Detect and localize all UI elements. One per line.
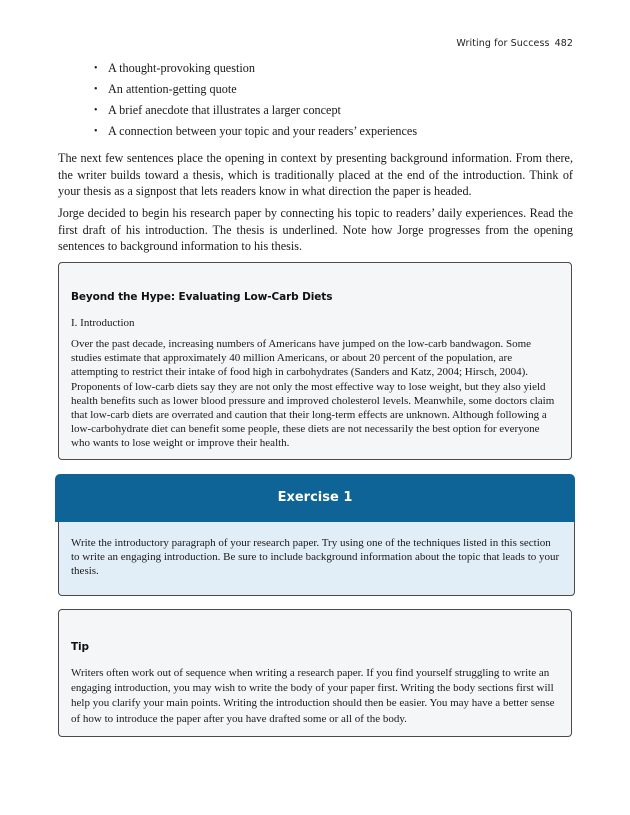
example-section-heading: I. Introduction (71, 317, 135, 329)
exercise-box (55, 474, 575, 596)
example-body: Over the past decade, increasing numbers of Americans have jumped on the low-carb bandwagon. Some studies estimate that approximately 40 million Americans, or about 20 percent of the population, are attempting to restrict their intake of food high in carbohydrates (Sanders and Katz, 2004; Hirsch, 2004). Proponents of low-carb diets say they are not only the most effective way to lose weight, but they also yield health benefits such as lower blood pressure and improved cholesterol levels. Meanwhile, some doctors claim that low-carb diets are overrated and caution that their long-term effects are unknown. Although following a low-carbohydrate diet can benefit some people, these diets are not necessarily the best option for everyone who wants to lose weight or improve their health. (71, 338, 555, 450)
tip-box (58, 609, 572, 737)
bullet-icon: • (94, 63, 98, 74)
technique-list (94, 58, 417, 142)
exercise-body: Write the introductory paragraph of your research paper. Try using one of the techniques listed in this section to write an engaging introduction. Be sure to include background information about the topic that leads to your thesis. (58, 522, 575, 596)
tip-body: Writers often work out of sequence when writing a research paper. If you find yourself struggling to write an engaging introduction, you may wish to write the body of your paper first. Writing the body sections first will help you clarify your main points. Writing the introduction should then be easier. You may have a better sense of how to introduce the paper after you have drafted some or all of the body. (71, 667, 555, 725)
list-item: • An attention-getting quote (94, 79, 417, 100)
body-paragraph: Jorge decided to begin his research paper by connecting his topic to readers’ daily experiences. Read the first draft of his introduction. The thesis is underlined. Note how Jorge progresses from the opening sentences to background information to his thesis. (58, 206, 573, 254)
exercise-title: Exercise 1 (55, 474, 575, 522)
example-title: Beyond the Hype: Evaluating Low-Carb Diets (71, 291, 333, 303)
tip-title: Tip (71, 641, 89, 653)
book-title: Writing for Success (456, 38, 550, 49)
bullet-icon: • (94, 84, 98, 95)
body-paragraph: The next few sentences place the opening in context by presenting background information. From there, the writer builds toward a thesis, which is traditionally placed at the end of the introduction. Think of your thesis as a signpost that lets readers know in what direction the paper is headed. (58, 151, 573, 199)
bullet-icon: • (94, 105, 98, 116)
list-item: • A thought-provoking question (94, 58, 417, 79)
list-item: • A connection between your topic and your readers’ experiences (94, 121, 417, 142)
list-item: • A brief anecdote that illustrates a larger concept (94, 100, 417, 121)
bullet-icon: • (94, 126, 98, 137)
running-header (456, 38, 573, 49)
page-number: 482 (554, 38, 573, 49)
example-introduction-box (58, 262, 572, 460)
